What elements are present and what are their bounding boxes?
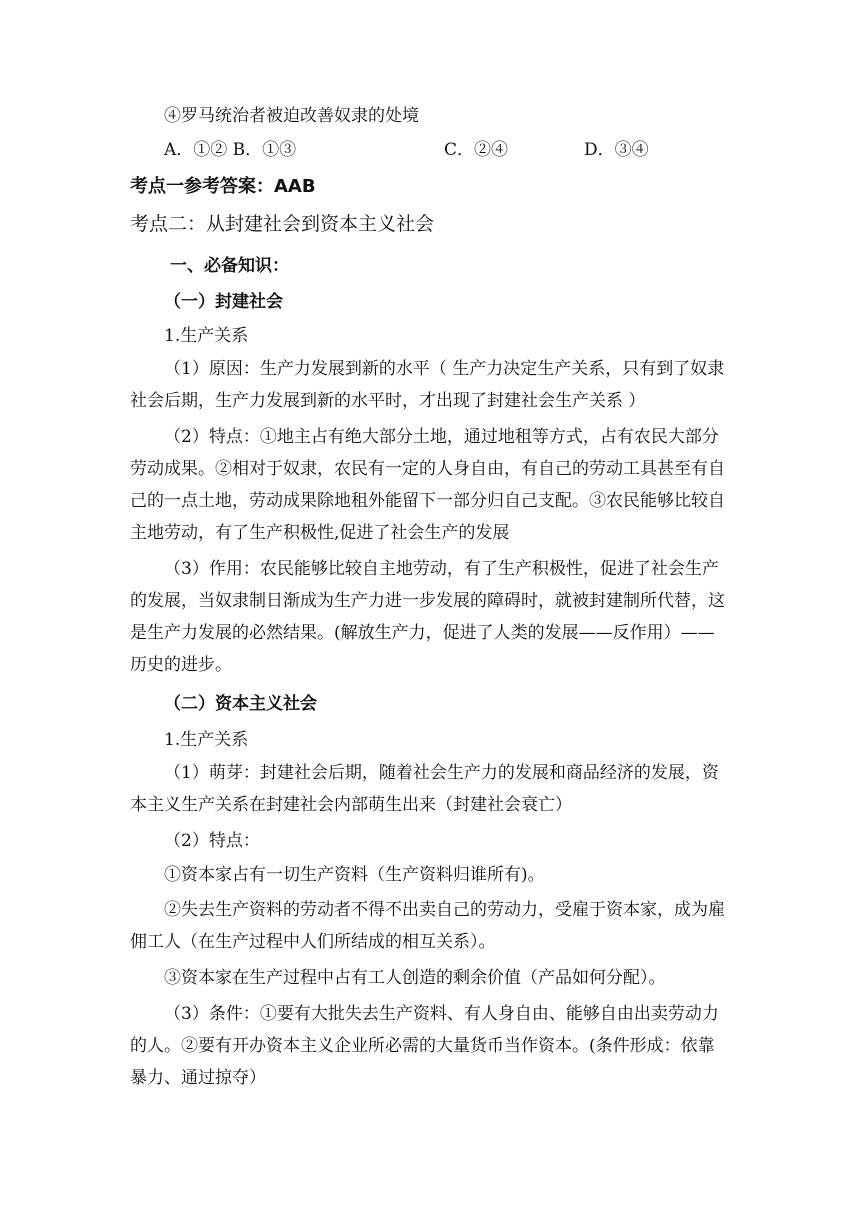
option-c: C．②④ bbox=[444, 140, 509, 160]
capitalist-feature-3: ③资本家在生产过程中占有工人创造的剩余价值（产品如何分配）。 bbox=[164, 968, 666, 988]
capitalist-conditions-line: 暴力、通过掠夺） bbox=[130, 1068, 266, 1088]
feudal-reason-line: （1）原因：生产力发展到新的水平（ 生产力决定生产关系，只有到了奴隶 bbox=[164, 359, 725, 379]
feudal-effect-line: （3）作用：农民能够比较自主地劳动，有了生产积极性，促进了社会生产 bbox=[164, 559, 719, 579]
option-a-b: A．①② B．①③ bbox=[164, 140, 297, 160]
capitalist-feature-2-line: 佣工人（在生产过程中人们所结成的相互关系）。 bbox=[130, 932, 496, 952]
feudal-heading: （一）封建社会 bbox=[164, 292, 283, 312]
answer-heading: 考点一参考答案：AAB bbox=[130, 176, 316, 197]
feudal-features-line: （2）特点：①地主占有绝大部分土地，通过地租等方式，占有农民大部分 bbox=[164, 427, 719, 447]
feudal-features-line: 劳动成果。②相对于奴隶，农民有一定的人身自由，有自己的劳动工具甚至有自 bbox=[130, 459, 725, 479]
feudal-effect-line: 是生产力发展的必然结果。(解放生产力，促进了人类的发展——反作用）—— bbox=[130, 623, 715, 643]
capitalist-conditions-line: （3）条件：①要有大批失去生产资料、有人身自由、能够自由出卖劳动力 bbox=[164, 1004, 719, 1024]
capitalist-heading: （二）资本主义社会 bbox=[164, 694, 317, 714]
capitalist-subheading: 1.生产关系 bbox=[164, 730, 249, 750]
section-title: 考点二：从封建社会到资本主义社会 bbox=[130, 213, 435, 235]
feudal-features-line: 己的一点土地，劳动成果除地租外能留下一部分归自己支配。③农民能够比较自 bbox=[130, 491, 725, 511]
feudal-subheading: 1.生产关系 bbox=[164, 326, 249, 346]
capitalist-sprout-line: （1）萌芽：封建社会后期，随着社会生产力的发展和商品经济的发展，资 bbox=[164, 763, 719, 783]
capitalist-feature-2-line: ②失去生产资料的劳动者不得不出卖自己的劳动力，受雇于资本家，成为雇 bbox=[164, 900, 725, 920]
question-item-4: ④罗马统治者被迫改善奴隶的处境 bbox=[164, 106, 419, 126]
knowledge-heading: 一、必备知识： bbox=[170, 256, 289, 276]
capitalist-conditions-line: 的人。②要有开办资本主义企业所必需的大量货币当作资本。(条件形成：依靠 bbox=[130, 1036, 715, 1056]
feudal-effect-line: 历史的进步。 bbox=[130, 655, 232, 675]
capitalist-sprout-line: 本主义生产关系在封建社会内部萌生出来（封建社会衰亡） bbox=[130, 795, 572, 815]
capitalist-features-label: （2）特点： bbox=[164, 831, 260, 851]
feudal-reason-line: 社会后期，生产力发展到新的水平时，才出现了封建社会生产关系 ） bbox=[130, 391, 646, 411]
feudal-effect-line: 的发展，当奴隶制日渐成为生产力进一步发展的障碍时，就被封建制所代替，这 bbox=[130, 591, 725, 611]
capitalist-feature-1: ①资本家占有一切生产资料（生产资料归谁所有)。 bbox=[164, 865, 545, 885]
question-options bbox=[164, 138, 740, 162]
option-d: D．③④ bbox=[584, 140, 649, 160]
feudal-features-line: 主地劳动，有了生产积极性,促进了社会生产的发展 bbox=[130, 523, 510, 543]
